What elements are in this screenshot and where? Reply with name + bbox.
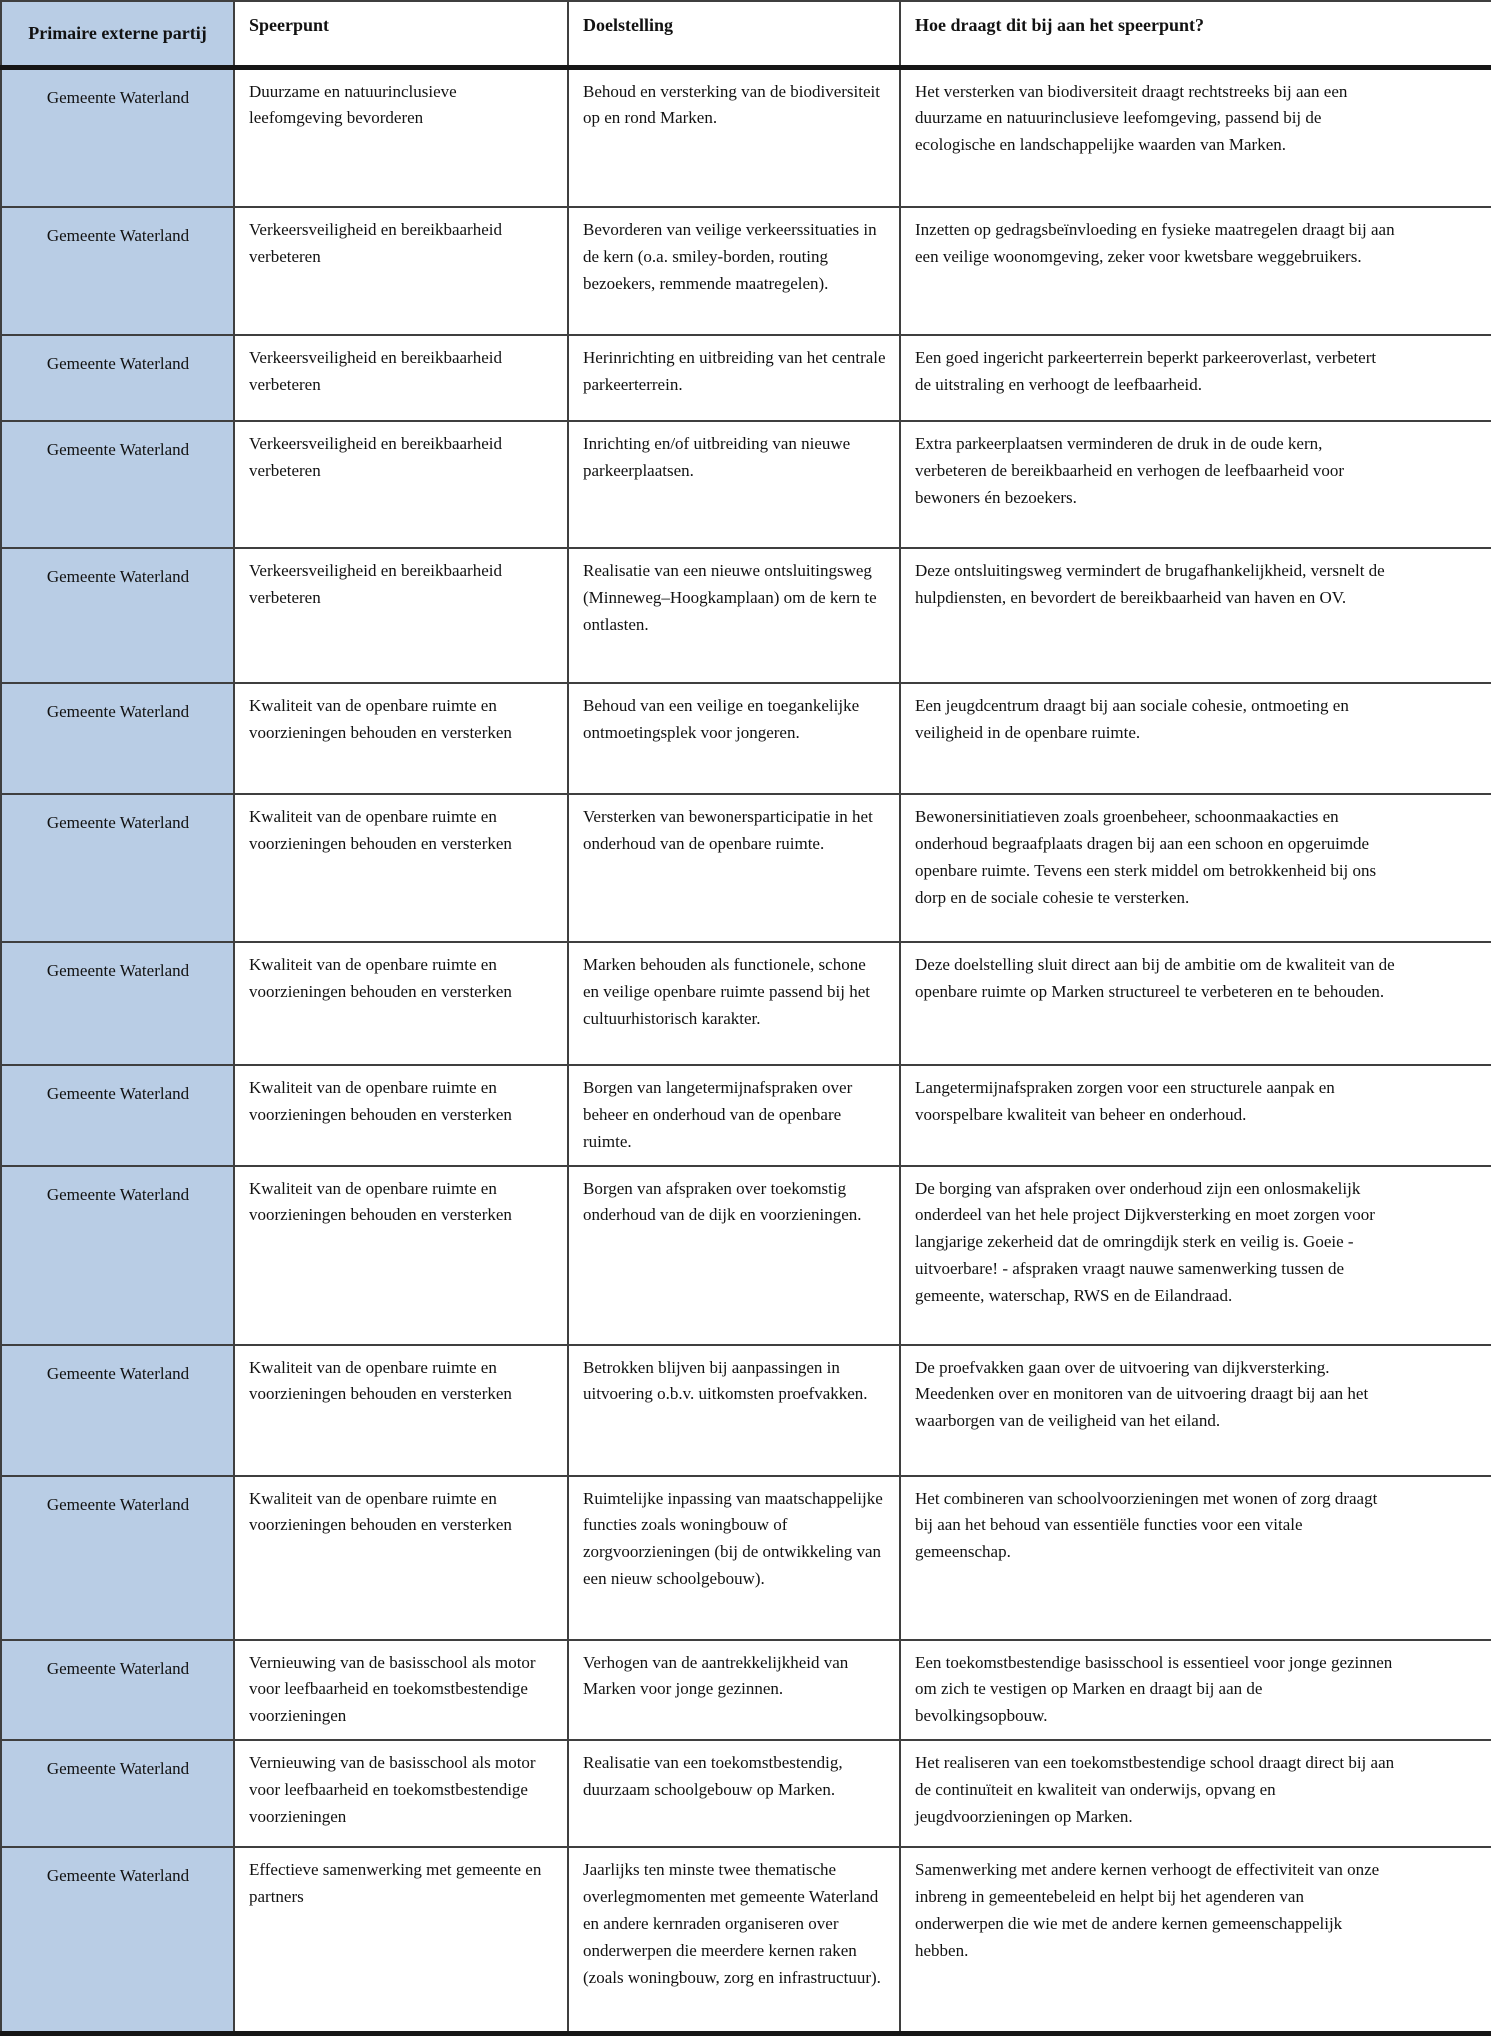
partij-text: Gemeente Waterland	[46, 440, 190, 459]
cell-doelstelling	[568, 207, 900, 335]
cell-speerpunt	[234, 1345, 568, 1476]
speerpunt-text: Duurzame en natuurinclusieve leefomgeving bevorderen	[249, 81, 457, 128]
partij-text: Gemeente Waterland	[46, 702, 190, 721]
speerpunt-text: Verkeersveiligheid en bereikbaarheid verbeteren	[249, 561, 502, 607]
cell-primaire-externe-partij	[1, 1476, 234, 1640]
bijdrage-text: Deze ontsluitingsweg vermindert de brugafhankelijkheid, versnelt de hulpdiensten, en bevordert de bereikbaarheid van haven en OV.	[915, 561, 1385, 607]
doelstelling-text: Behoud van een veilige en toegankelijke ontmoetingsplek voor jongeren.	[583, 696, 860, 742]
speerpunt-text: Effectieve samenwerking met gemeente en partners	[249, 1860, 542, 1907]
cell-doelstelling	[568, 1740, 900, 1847]
column-header-speerpunt: Speerpunt	[234, 1, 568, 67]
doelstelling-text: Inrichting en/of uitbreiding van nieuwe parkeerplaatsen.	[583, 434, 851, 480]
speerpunt-text: Kwaliteit van de openbare ruimte en voorzieningen behouden en versterken	[249, 1357, 512, 1404]
cell-bijdrage	[900, 1847, 1491, 2033]
speerpunt-text: Verkeersveiligheid en bereikbaarheid verbeteren	[249, 220, 502, 266]
bijdrage-text: Het realiseren van een toekomstbestendige school draagt direct bij aan de continuïteit en kwaliteit van onderwijs, opvang en jeugdvoorzieningen op Marken.	[915, 1753, 1395, 1826]
cell-primaire-externe-partij	[1, 335, 234, 421]
cell-bijdrage	[900, 421, 1491, 548]
cell-doelstelling	[568, 1166, 900, 1345]
doelstelling-text: Bevorderen van veilige verkeerssituaties in de kern (o.a. smiley-borden, routing bezoekers, remmende maatregelen).	[583, 220, 877, 293]
bijdrage-text: Het combineren van schoolvoorzieningen met wonen of zorg draagt bij aan het behoud van essentiële functies voor een vitale gemeenschap.	[915, 1488, 1378, 1562]
bijdrage-text: Inzetten op gedragsbeïnvloeding en fysieke maatregelen draagt bij aan een veilige woonomgeving, zeker voor kwetsbare weggebruikers.	[915, 220, 1395, 266]
bijdrage-text: Het versterken van biodiversiteit draagt rechtstreeks bij aan een duurzame en natuurinclusieve leefomgeving, passend bij de ecologische en landschappelijke waarden van Marken.	[915, 81, 1348, 155]
cell-doelstelling	[568, 548, 900, 683]
speerpunt-text: Kwaliteit van de openbare ruimte en voorzieningen behouden en versterken	[249, 1078, 512, 1124]
table-row	[1, 207, 1491, 335]
cell-primaire-externe-partij	[1, 942, 234, 1065]
cell-primaire-externe-partij	[1, 1847, 234, 2033]
bijdrage-text: De borging van afspraken over onderhoud zijn een onlosmakelijk onderdeel van het hele project Dijkversterking en moet zorgen voor langjarige zekerheid dat de omringdijk sterk en veilig is. Goeie - uitvoerbare! - afspraken vraagt nauwe samenwerking tussen de gemeente, waterschap, RWS en de Eilandraad.	[915, 1178, 1375, 1306]
cell-bijdrage	[900, 794, 1491, 942]
partij-text: Gemeente Waterland	[46, 1658, 190, 1678]
cell-primaire-externe-partij	[1, 1640, 234, 1741]
cell-doelstelling	[568, 1345, 900, 1476]
cell-doelstelling	[568, 421, 900, 548]
doelstelling-text: Herinrichting en uitbreiding van het centrale parkeerterrein.	[583, 348, 886, 394]
cell-primaire-externe-partij	[1, 548, 234, 683]
cell-bijdrage	[900, 1166, 1491, 1345]
column-header-primaire-externe-partij: Primaire externe partij	[1, 1, 234, 67]
speerpunt-text: Kwaliteit van de openbare ruimte en voorzieningen behouden en versterken	[249, 955, 512, 1001]
speerpunt-text: Kwaliteit van de openbare ruimte en voorzieningen behouden en versterken	[249, 696, 512, 742]
table-row	[1, 1166, 1491, 1345]
cell-primaire-externe-partij	[1, 794, 234, 942]
cell-doelstelling	[568, 942, 900, 1065]
cell-primaire-externe-partij	[1, 1065, 234, 1166]
table-row	[1, 1476, 1491, 1640]
table-body	[1, 67, 1491, 2033]
cell-primaire-externe-partij	[1, 67, 234, 207]
cell-doelstelling	[568, 1847, 900, 2033]
doelstelling-text: Versterken van bewonersparticipatie in het onderhoud van de openbare ruimte.	[583, 807, 873, 853]
cell-bijdrage	[900, 335, 1491, 421]
partij-text: Gemeente Waterland	[46, 87, 190, 107]
table-row	[1, 1847, 1491, 2033]
partij-text: Gemeente Waterland	[46, 813, 190, 832]
table-row	[1, 683, 1491, 794]
bijdrage-text: Een jeugdcentrum draagt bij aan sociale cohesie, ontmoeting en veiligheid in de openbare ruimte.	[915, 696, 1349, 742]
speerpunt-text: Vernieuwing van de basisschool als motor voor leefbaarheid en toekomstbestendige voorzieningen	[249, 1652, 536, 1726]
cell-speerpunt	[234, 335, 568, 421]
cell-bijdrage	[900, 942, 1491, 1065]
cell-speerpunt	[234, 794, 568, 942]
cell-primaire-externe-partij	[1, 207, 234, 335]
table-row	[1, 942, 1491, 1065]
cell-speerpunt	[234, 1065, 568, 1166]
partij-text: Gemeente Waterland	[46, 1866, 190, 1886]
cell-doelstelling	[568, 1476, 900, 1640]
cell-bijdrage	[900, 1740, 1491, 1847]
speerpunt-text: Kwaliteit van de openbare ruimte en voorzieningen behouden en versterken	[249, 1488, 512, 1535]
table-row	[1, 794, 1491, 942]
doelstelling-text: Ruimtelijke inpassing van maatschappelijke functies zoals woningbouw of zorgvoorzieningen (bij de ontwikkeling van een nieuw schoolgebouw).	[583, 1488, 883, 1589]
bijdrage-text: Deze doelstelling sluit direct aan bij de ambitie om de kwaliteit van de openbare ruimte op Marken structureel te verbeteren en te behouden.	[915, 955, 1395, 1001]
cell-bijdrage	[900, 1476, 1491, 1640]
cell-doelstelling	[568, 1640, 900, 1741]
cell-primaire-externe-partij	[1, 683, 234, 794]
bijdrage-text: De proefvakken gaan over de uitvoering van dijkversterking. Meedenken over en monitoren van de uitvoering draagt bij aan het waarborgen van de veiligheid van het eiland.	[915, 1357, 1369, 1431]
partij-text: Gemeente Waterland	[46, 567, 190, 586]
partij-text: Gemeente Waterland	[46, 1084, 190, 1103]
cell-doelstelling	[568, 794, 900, 942]
cell-doelstelling	[568, 67, 900, 207]
doelstelling-text: Realisatie van een toekomstbestendig, duurzaam schoolgebouw op Marken.	[583, 1753, 843, 1800]
cell-bijdrage	[900, 207, 1491, 335]
cell-speerpunt	[234, 1166, 568, 1345]
cell-primaire-externe-partij	[1, 421, 234, 548]
cell-speerpunt	[234, 1476, 568, 1640]
bijdrage-text: Bewonersinitiatieven zoals groenbeheer, schoonmaakacties en onderhoud begraafplaats dragen bij aan een schoon en opgeruimde openbare ruimte. Tevens een sterk middel om betrokkenheid bij ons dorp en de sociale cohesie te versterken.	[915, 807, 1377, 907]
cell-speerpunt	[234, 942, 568, 1065]
table-row	[1, 335, 1491, 421]
cell-bijdrage	[900, 548, 1491, 683]
doelstelling-text: Behoud en versterking van de biodiversiteit op en rond Marken.	[583, 81, 880, 128]
doelstelling-text: Verhogen van de aantrekkelijkheid van Marken voor jonge gezinnen.	[583, 1652, 849, 1699]
bijdrage-text: Extra parkeerplaatsen verminderen de druk in de oude kern, verbeteren de bereikbaarheid en verhogen de leefbaarheid voor bewoners én bezoekers.	[915, 434, 1345, 507]
bijdrage-text: Samenwerking met andere kernen verhoogt de effectiviteit van onze inbreng in gemeentebeleid en helpt bij het agenderen van onderwerpen die wie met de andere kernen gemeenschappelijk hebben.	[915, 1860, 1380, 1960]
column-header-doelstelling: Doelstelling	[568, 1, 900, 67]
table-row	[1, 548, 1491, 683]
doelstelling-text: Borgen van afspraken over toekomstig onderhoud van de dijk en voorzieningen.	[583, 1178, 862, 1225]
cell-primaire-externe-partij	[1, 1166, 234, 1345]
cell-doelstelling	[568, 335, 900, 421]
cell-bijdrage	[900, 683, 1491, 794]
header-row	[1, 1, 1491, 67]
cell-speerpunt	[234, 548, 568, 683]
cell-doelstelling	[568, 683, 900, 794]
cell-bijdrage	[900, 1065, 1491, 1166]
cell-primaire-externe-partij	[1, 1740, 234, 1847]
cell-primaire-externe-partij	[1, 1345, 234, 1476]
cell-speerpunt	[234, 1640, 568, 1741]
cell-speerpunt	[234, 207, 568, 335]
doelstelling-text: Borgen van langetermijnafspraken over beheer en onderhoud van de openbare ruimte.	[583, 1078, 853, 1151]
table-row	[1, 1065, 1491, 1166]
cell-doelstelling	[568, 1065, 900, 1166]
table-row	[1, 421, 1491, 548]
cell-speerpunt	[234, 1740, 568, 1847]
column-header-bijdrage: Hoe draagt dit bij aan het speerpunt?	[900, 1, 1491, 67]
doelstelling-text: Realisatie van een nieuwe ontsluitingsweg (Minneweg–Hoogkamplaan) om de kern te ontlasten.	[583, 561, 877, 634]
speerpunt-text: Verkeersveiligheid en bereikbaarheid verbeteren	[249, 348, 502, 394]
bijdrage-text: Langetermijnafspraken zorgen voor een structurele aanpak en voorspelbare kwaliteit van beheer en onderhoud.	[915, 1078, 1335, 1124]
cell-bijdrage	[900, 67, 1491, 207]
doelstelling-text: Marken behouden als functionele, schone en veilige openbare ruimte passend bij het cultuurhistorisch karakter.	[583, 955, 871, 1028]
cell-speerpunt	[234, 1847, 568, 2033]
bijdrage-text: Een goed ingericht parkeerterrein beperkt parkeeroverlast, verbetert de uitstraling en verhoogt de leefbaarheid.	[915, 348, 1377, 394]
cell-speerpunt	[234, 421, 568, 548]
partij-text: Gemeente Waterland	[46, 354, 190, 373]
table-row	[1, 1640, 1491, 1741]
partij-text: Gemeente Waterland	[46, 226, 190, 245]
speerpunt-text: Vernieuwing van de basisschool als motor voor leefbaarheid en toekomstbestendige voorzieningen	[249, 1753, 536, 1826]
bijdrage-text: Een toekomstbestendige basisschool is essentieel voor jonge gezinnen om zich te vestigen op Marken en draagt bij aan de bevolkingsopbouw.	[915, 1652, 1393, 1726]
cell-speerpunt	[234, 683, 568, 794]
cell-bijdrage	[900, 1345, 1491, 1476]
table-row	[1, 67, 1491, 207]
doelstelling-text: Betrokken blijven bij aanpassingen in uitvoering o.b.v. uitkomsten proefvakken.	[583, 1357, 868, 1404]
table-header	[1, 1, 1491, 67]
partij-text: Gemeente Waterland	[46, 1759, 190, 1779]
table-row	[1, 1740, 1491, 1847]
partij-text: Gemeente Waterland	[46, 1363, 190, 1383]
partij-text: Gemeente Waterland	[46, 961, 190, 980]
cell-speerpunt	[234, 67, 568, 207]
partij-text: Gemeente Waterland	[46, 1494, 190, 1514]
speerpunt-text: Kwaliteit van de openbare ruimte en voorzieningen behouden en versterken	[249, 807, 512, 853]
partij-text: Gemeente Waterland	[46, 1184, 190, 1204]
table-row	[1, 1345, 1491, 1476]
doelstelling-text: Jaarlijks ten minste twee thematische overlegmomenten met gemeente Waterland en andere kernraden organiseren over onderwerpen die meerdere kernen raken (zoals woningbouw, zorg en infrastructuur).	[583, 1860, 881, 1987]
speerpunt-text: Kwaliteit van de openbare ruimte en voorzieningen behouden en versterken	[249, 1178, 512, 1225]
speerpunt-text: Verkeersveiligheid en bereikbaarheid verbeteren	[249, 434, 502, 480]
cell-bijdrage	[900, 1640, 1491, 1741]
